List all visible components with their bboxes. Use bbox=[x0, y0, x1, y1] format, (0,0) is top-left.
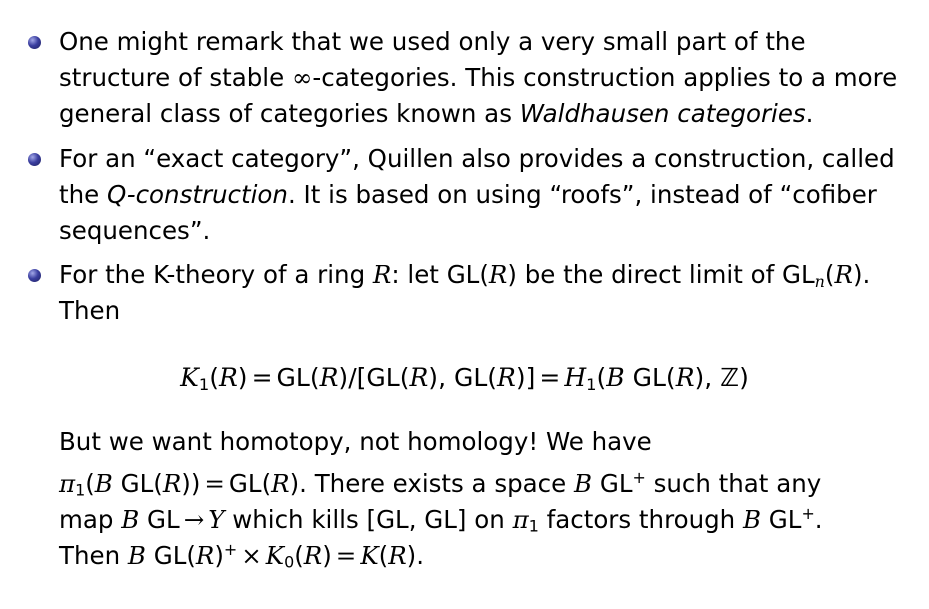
bullet-text-line: sequences”. bbox=[59, 216, 211, 245]
bullet-text-line: For an “exact category”, Quillen also provides a construction, called bbox=[59, 144, 895, 173]
bullet-icon bbox=[28, 269, 41, 282]
bullet-text-line: For the K-theory of a ring R: let GL(R) be the direct limit of $GL_n(R)$. bbox=[59, 260, 871, 291]
display-equation-k1: $K_1(R) = GL(R)/[GL(R)$, $GL(R)] = H_1(B$ GL(R), ℤ) bbox=[180, 363, 749, 395]
bullet-text-line: general class of categories known as Waldhausen categories. bbox=[59, 99, 814, 128]
paragraph-line: $\pi_1(B$ GL(R)) = GL(R). There exists a space B GL+ such that any bbox=[59, 468, 822, 500]
bullet-text-line: Then bbox=[59, 296, 121, 325]
emphasis-waldhausen: Waldhausen categories bbox=[519, 99, 806, 128]
bullet-text-line: structure of stable ∞-categories. This construction applies to a more bbox=[59, 63, 898, 92]
paragraph-line: But we want homotopy, not homology! We have bbox=[59, 427, 652, 456]
bullet-icon bbox=[28, 153, 41, 166]
paragraph-line: map B GL → Y which kills [GL, GL] on $\pi_1$ factors through B GL+. bbox=[59, 504, 823, 536]
emphasis-q-construction: Q-construction bbox=[107, 180, 288, 209]
bullet-icon bbox=[28, 36, 41, 49]
paragraph-line: Then B $GL(R)^+ \times K_0(R) = K(R)$. bbox=[59, 540, 425, 572]
bullet-text-line: the Q-construction. It is based on using “roofs”, instead of “cofiber bbox=[59, 180, 877, 209]
bullet-text-line: One might remark that we used only a very small part of the bbox=[59, 27, 806, 56]
